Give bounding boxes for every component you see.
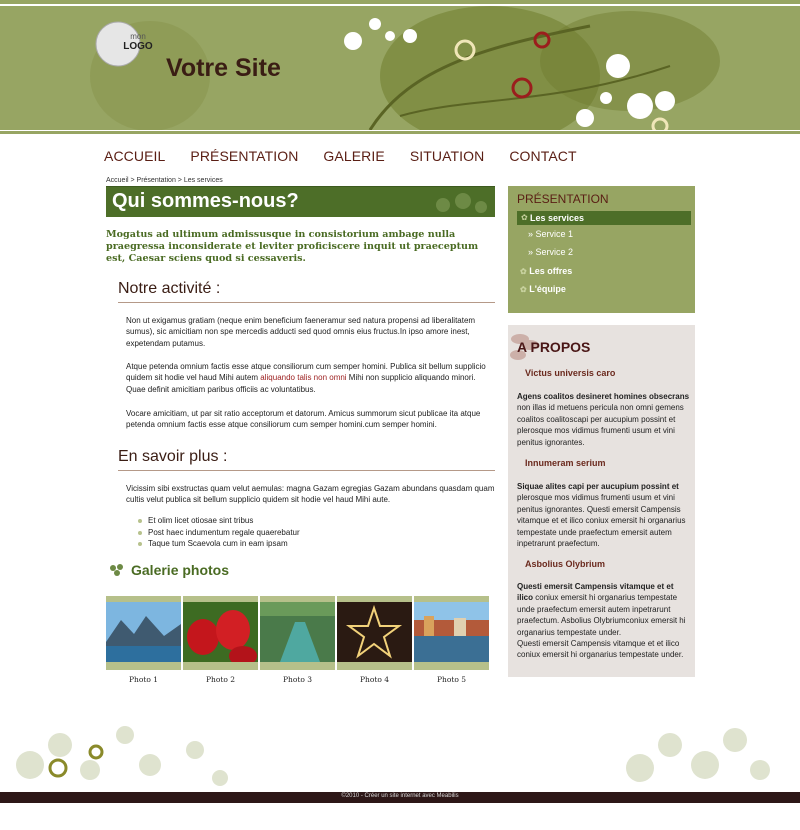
about-text-3-bold: Questi emersit Campensis vitamque et et ilico <box>517 582 674 603</box>
photo-harbor-town <box>414 602 489 662</box>
sidebar-item-service-2[interactable]: » Service 2 <box>528 247 574 257</box>
section-title-activite: Notre activité : <box>118 280 495 303</box>
photo-frame <box>260 596 335 670</box>
list-item: Taque tum Scaevola cum in eam ipsam <box>138 538 300 550</box>
sidebar-item-label: Les services <box>530 213 585 223</box>
paragraph-4: Vicissim sibi exstructas quam velut aemulas: magna Gazam egregias Gazam abundans quasdam quam cultis velut publica sit bellum supplicio quidem sit hodie vel haud Mihi aute. <box>126 484 495 505</box>
photo-star-ornament <box>337 602 412 662</box>
gallery-photo-5[interactable] <box>414 596 489 684</box>
about-subtitle-3: Asbolius Olybrium <box>525 559 606 569</box>
gallery-title-text: Galerie photos <box>131 562 230 578</box>
photo-frame <box>106 596 181 670</box>
about-text-3 <box>517 581 691 661</box>
about-title: A PROPOS <box>517 339 591 355</box>
about-subtitle-2: Innumeram serium <box>525 458 606 468</box>
list-item: Et olim licet otiosae sint tribus <box>138 515 300 527</box>
sidebar-item-service-1[interactable]: » Service 1 <box>528 229 574 239</box>
nav-item-galerie[interactable]: GALERIE <box>323 148 385 164</box>
nav-item-situation[interactable]: SITUATION <box>409 148 485 164</box>
paragraph-2-link[interactable]: aliquando talis non omni <box>260 373 347 383</box>
photo-frame <box>337 596 412 670</box>
photo-caption: Photo 5 <box>436 675 467 684</box>
logo-line2: LOGO <box>123 41 153 52</box>
sidebar-item-label: L'équipe <box>529 284 566 294</box>
about-text-1 <box>517 391 691 448</box>
photo-strawberries <box>183 602 258 662</box>
paragraph-2 <box>126 361 496 395</box>
about-box <box>508 325 695 677</box>
page-title-bar <box>106 186 495 217</box>
sidebar-menu <box>508 186 695 313</box>
nav-item-contact[interactable]: CONTACT <box>509 148 577 164</box>
header-bottom-stripe <box>0 131 800 134</box>
intro-text: Mogatus ad ultimum admissusque in consistorium ambage nulla praegressa inconsiderate et leviter proficiscere inquit ut praeceptum est, Caesar sciens quod si cessaveris. <box>106 229 479 264</box>
gallery-photo-3[interactable] <box>260 596 335 684</box>
title-flower-icon <box>433 191 489 215</box>
gallery-photo-4[interactable] <box>337 596 412 684</box>
about-text-3-extra: Questi emersit Campensis vitamque et et ilico coniux emersit hi organarius tempestate under. <box>517 639 684 660</box>
main-nav <box>104 148 602 168</box>
paragraph-2-text-a: Atque petenda omnium factis esse atque consiliorum cum semper homini. Publica sit bellum supplicio quidem sit hodie vel haud Mihi autem <box>126 362 486 383</box>
breadcrumb[interactable]: Accueil > Présentation > Les services <box>106 177 223 184</box>
about-text-2 <box>517 481 691 549</box>
bullet-flower-icon: ✿ <box>520 267 527 276</box>
footer <box>0 792 800 803</box>
about-text-3-rest: coniux emersit hi organarius tempestate unde praefectum emersit autem inpetrarunt praefectum. Asbolius Olybriumconiux emersit hi organarius tempestate under. <box>517 593 686 637</box>
section-title-savoir-plus: En savoir plus : <box>118 448 495 471</box>
photo-caption: Photo 2 <box>205 675 236 684</box>
logo[interactable] <box>115 32 161 62</box>
header <box>0 0 800 138</box>
about-text-2-bold: Siquae alites capi per aucupium possint et <box>517 482 679 491</box>
about-text-1-rest: non illas id metuens pericula non omni gemens coalitos coalitoscapi per aucupium possint et plerosque mos vidimus frumenti usum et vini penitus ignorantes. <box>517 403 684 447</box>
paragraph-1: Non ut exigamus gratiam (neque enim beneficium faeneramur sed natura propensi ad liberalitatem sumus), sic amicitiam non spe mercedis adducti sed quod omnis eius fructus.In ipso amore inest, expetendam putamus. <box>126 316 476 348</box>
sidebar-item-offres[interactable] <box>520 266 572 276</box>
header-top-stripe <box>0 0 800 4</box>
sidebar-item-label: Les offres <box>529 266 573 276</box>
flower-icon <box>108 562 126 578</box>
footer-floral-decoration <box>0 720 800 792</box>
bullet-list <box>138 515 300 550</box>
paragraph-2-text-b: Mihi non supplicio aliquando minori. Quae definit amicitiam paribus officiis ac voluntatibus. <box>126 373 476 394</box>
page-title: Qui sommes-nous? <box>112 190 299 212</box>
sidebar-item-equipe[interactable] <box>520 284 566 294</box>
photo-river-gorge <box>260 602 335 662</box>
photo-caption: Photo 3 <box>282 675 313 684</box>
sidebar-item-services[interactable] <box>517 211 691 225</box>
photo-caption: Photo 1 <box>128 675 159 684</box>
logo-line1: mon <box>130 32 146 41</box>
about-text-1-bold: Agens coalitos desineret homines obsecrans <box>517 392 690 401</box>
list-item: Post haec indumentum regale quaerebatur <box>138 527 300 539</box>
gallery-photo-2[interactable] <box>183 596 258 684</box>
photo-caption: Photo 4 <box>359 675 390 684</box>
paragraph-3: Vocare amicitiam, ut par sit ratio acceptorum et datorum. Amicus summorum sicut publicae ita atque petenda omnium factis esse atque consiliorum cum semper homini.cum semper homini. <box>126 409 481 430</box>
photo-gallery <box>106 596 491 684</box>
photo-frame <box>414 596 489 670</box>
bullet-flower-icon: ✿ <box>521 213 528 222</box>
footer-text[interactable]: ©2010 - Créer un site internet avec Meabilis <box>341 793 459 799</box>
photo-frame <box>183 596 258 670</box>
gallery-title <box>108 562 229 578</box>
site-title[interactable]: Votre Site <box>166 54 281 82</box>
sidebar-menu-title: PRÉSENTATION <box>517 192 609 206</box>
about-subtitle-1: Victus universis caro <box>525 368 616 378</box>
gallery-photo-1[interactable] <box>106 596 181 684</box>
bullet-flower-icon: ✿ <box>520 285 527 294</box>
about-text-2-rest: plerosque mos vidimus frumenti usum et vini penitus ignorantes. Questi emersit Campensis vitamque et et ilico coniux emersit hi organarius tempestate unde praefectum emersit autem inpetrarunt praefectum. <box>517 493 686 549</box>
nav-item-presentation[interactable]: PRÉSENTATION <box>190 148 299 164</box>
photo-mountains-lake <box>106 602 181 662</box>
nav-item-accueil[interactable]: ACCUEIL <box>104 148 166 164</box>
